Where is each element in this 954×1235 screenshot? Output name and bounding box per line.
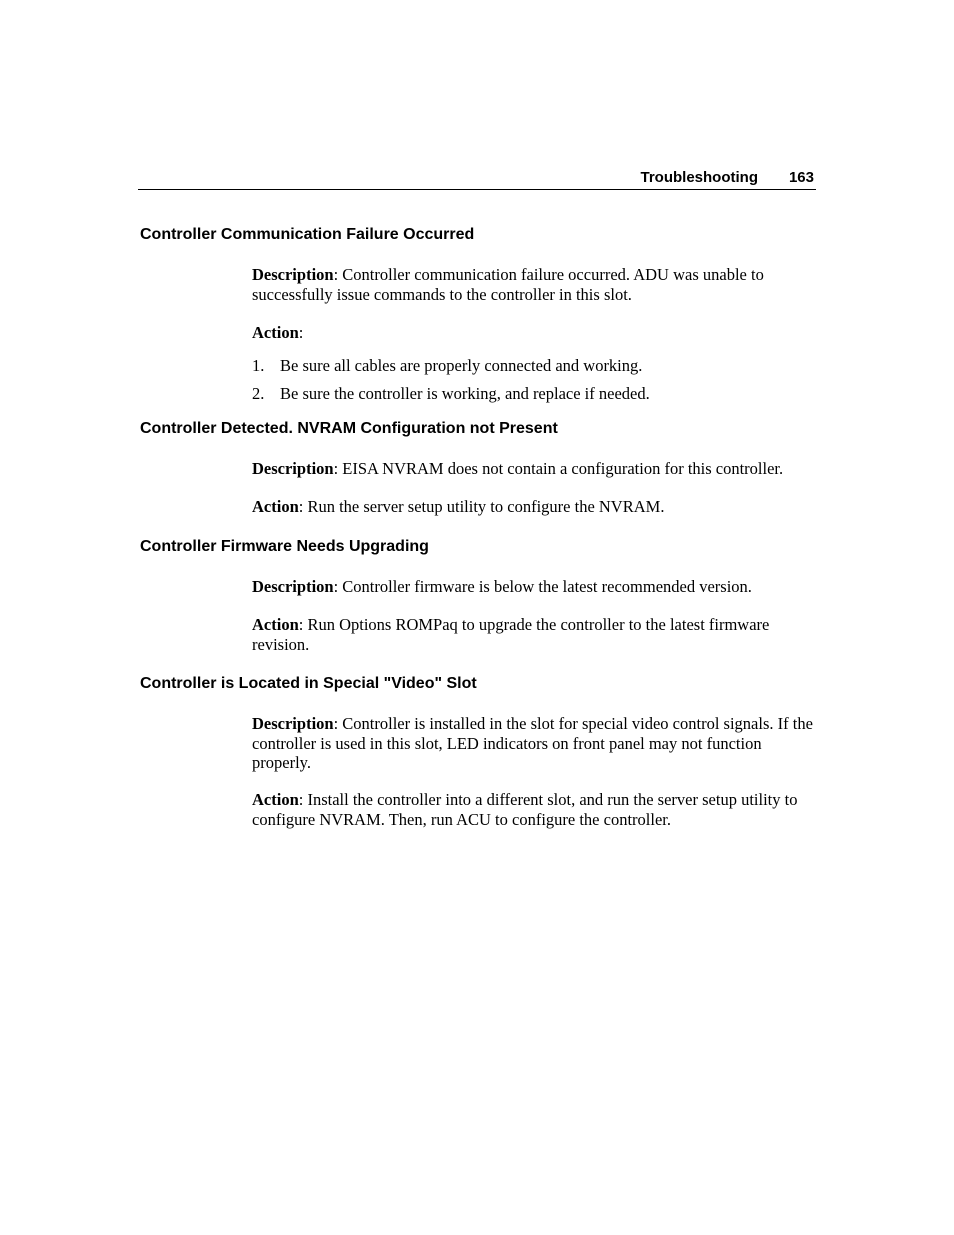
page-number: 163	[788, 169, 814, 186]
description-label: Description	[252, 459, 334, 478]
description-paragraph	[252, 459, 818, 479]
action-paragraph	[252, 790, 818, 829]
section-heading: Controller Detected. NVRAM Configuration not Present	[140, 420, 558, 437]
action-paragraph	[252, 323, 818, 343]
description-paragraph	[252, 577, 818, 597]
action-label: Action	[252, 615, 299, 634]
list-item-number: 2.	[252, 384, 265, 403]
list-item-number: 1.	[252, 356, 265, 375]
section-heading: Controller is Located in Special "Video" Slot	[140, 675, 477, 692]
list-item-text: Be sure the controller is working, and replace if needed.	[280, 384, 650, 403]
action-text: : Run Options ROMPaq to upgrade the controller to the latest firmware revision.	[252, 615, 770, 654]
list-item	[252, 356, 818, 376]
action-paragraph	[252, 497, 818, 517]
page-header	[138, 168, 816, 190]
action-text: : Run the server setup utility to configure the NVRAM.	[298, 497, 665, 516]
description-text: : EISA NVRAM does not contain a configuration for this controller.	[333, 459, 784, 478]
action-label: Action	[252, 497, 299, 516]
description-paragraph	[252, 265, 818, 304]
description-label: Description	[252, 714, 334, 733]
description-paragraph	[252, 714, 818, 773]
description-text: : Controller firmware is below the latest recommended version.	[333, 577, 752, 596]
section-heading: Controller Communication Failure Occurred	[140, 226, 475, 243]
action-label: Action	[252, 323, 299, 342]
description-label: Description	[252, 577, 334, 596]
action-text: : Install the controller into a different slot, and run the server setup utility to configure NVRAM. Then, run ACU to configure the controller.	[252, 790, 798, 829]
action-label: Action	[252, 790, 299, 809]
description-text: : Controller is installed in the slot for special video control signals. If the controller is used in this slot, LED indicators on front panel may not function properly.	[252, 714, 813, 772]
description-label: Description	[252, 265, 334, 284]
action-paragraph	[252, 615, 818, 654]
action-text: :	[298, 323, 304, 342]
section-heading: Controller Firmware Needs Upgrading	[140, 538, 429, 555]
header-section-title: Troubleshooting	[640, 169, 758, 186]
list-item	[252, 384, 818, 404]
list-item-text: Be sure all cables are properly connected and working.	[280, 356, 643, 375]
description-text: : Controller communication failure occurred. ADU was unable to successfully issue commands to the controller in this slot.	[252, 265, 764, 304]
